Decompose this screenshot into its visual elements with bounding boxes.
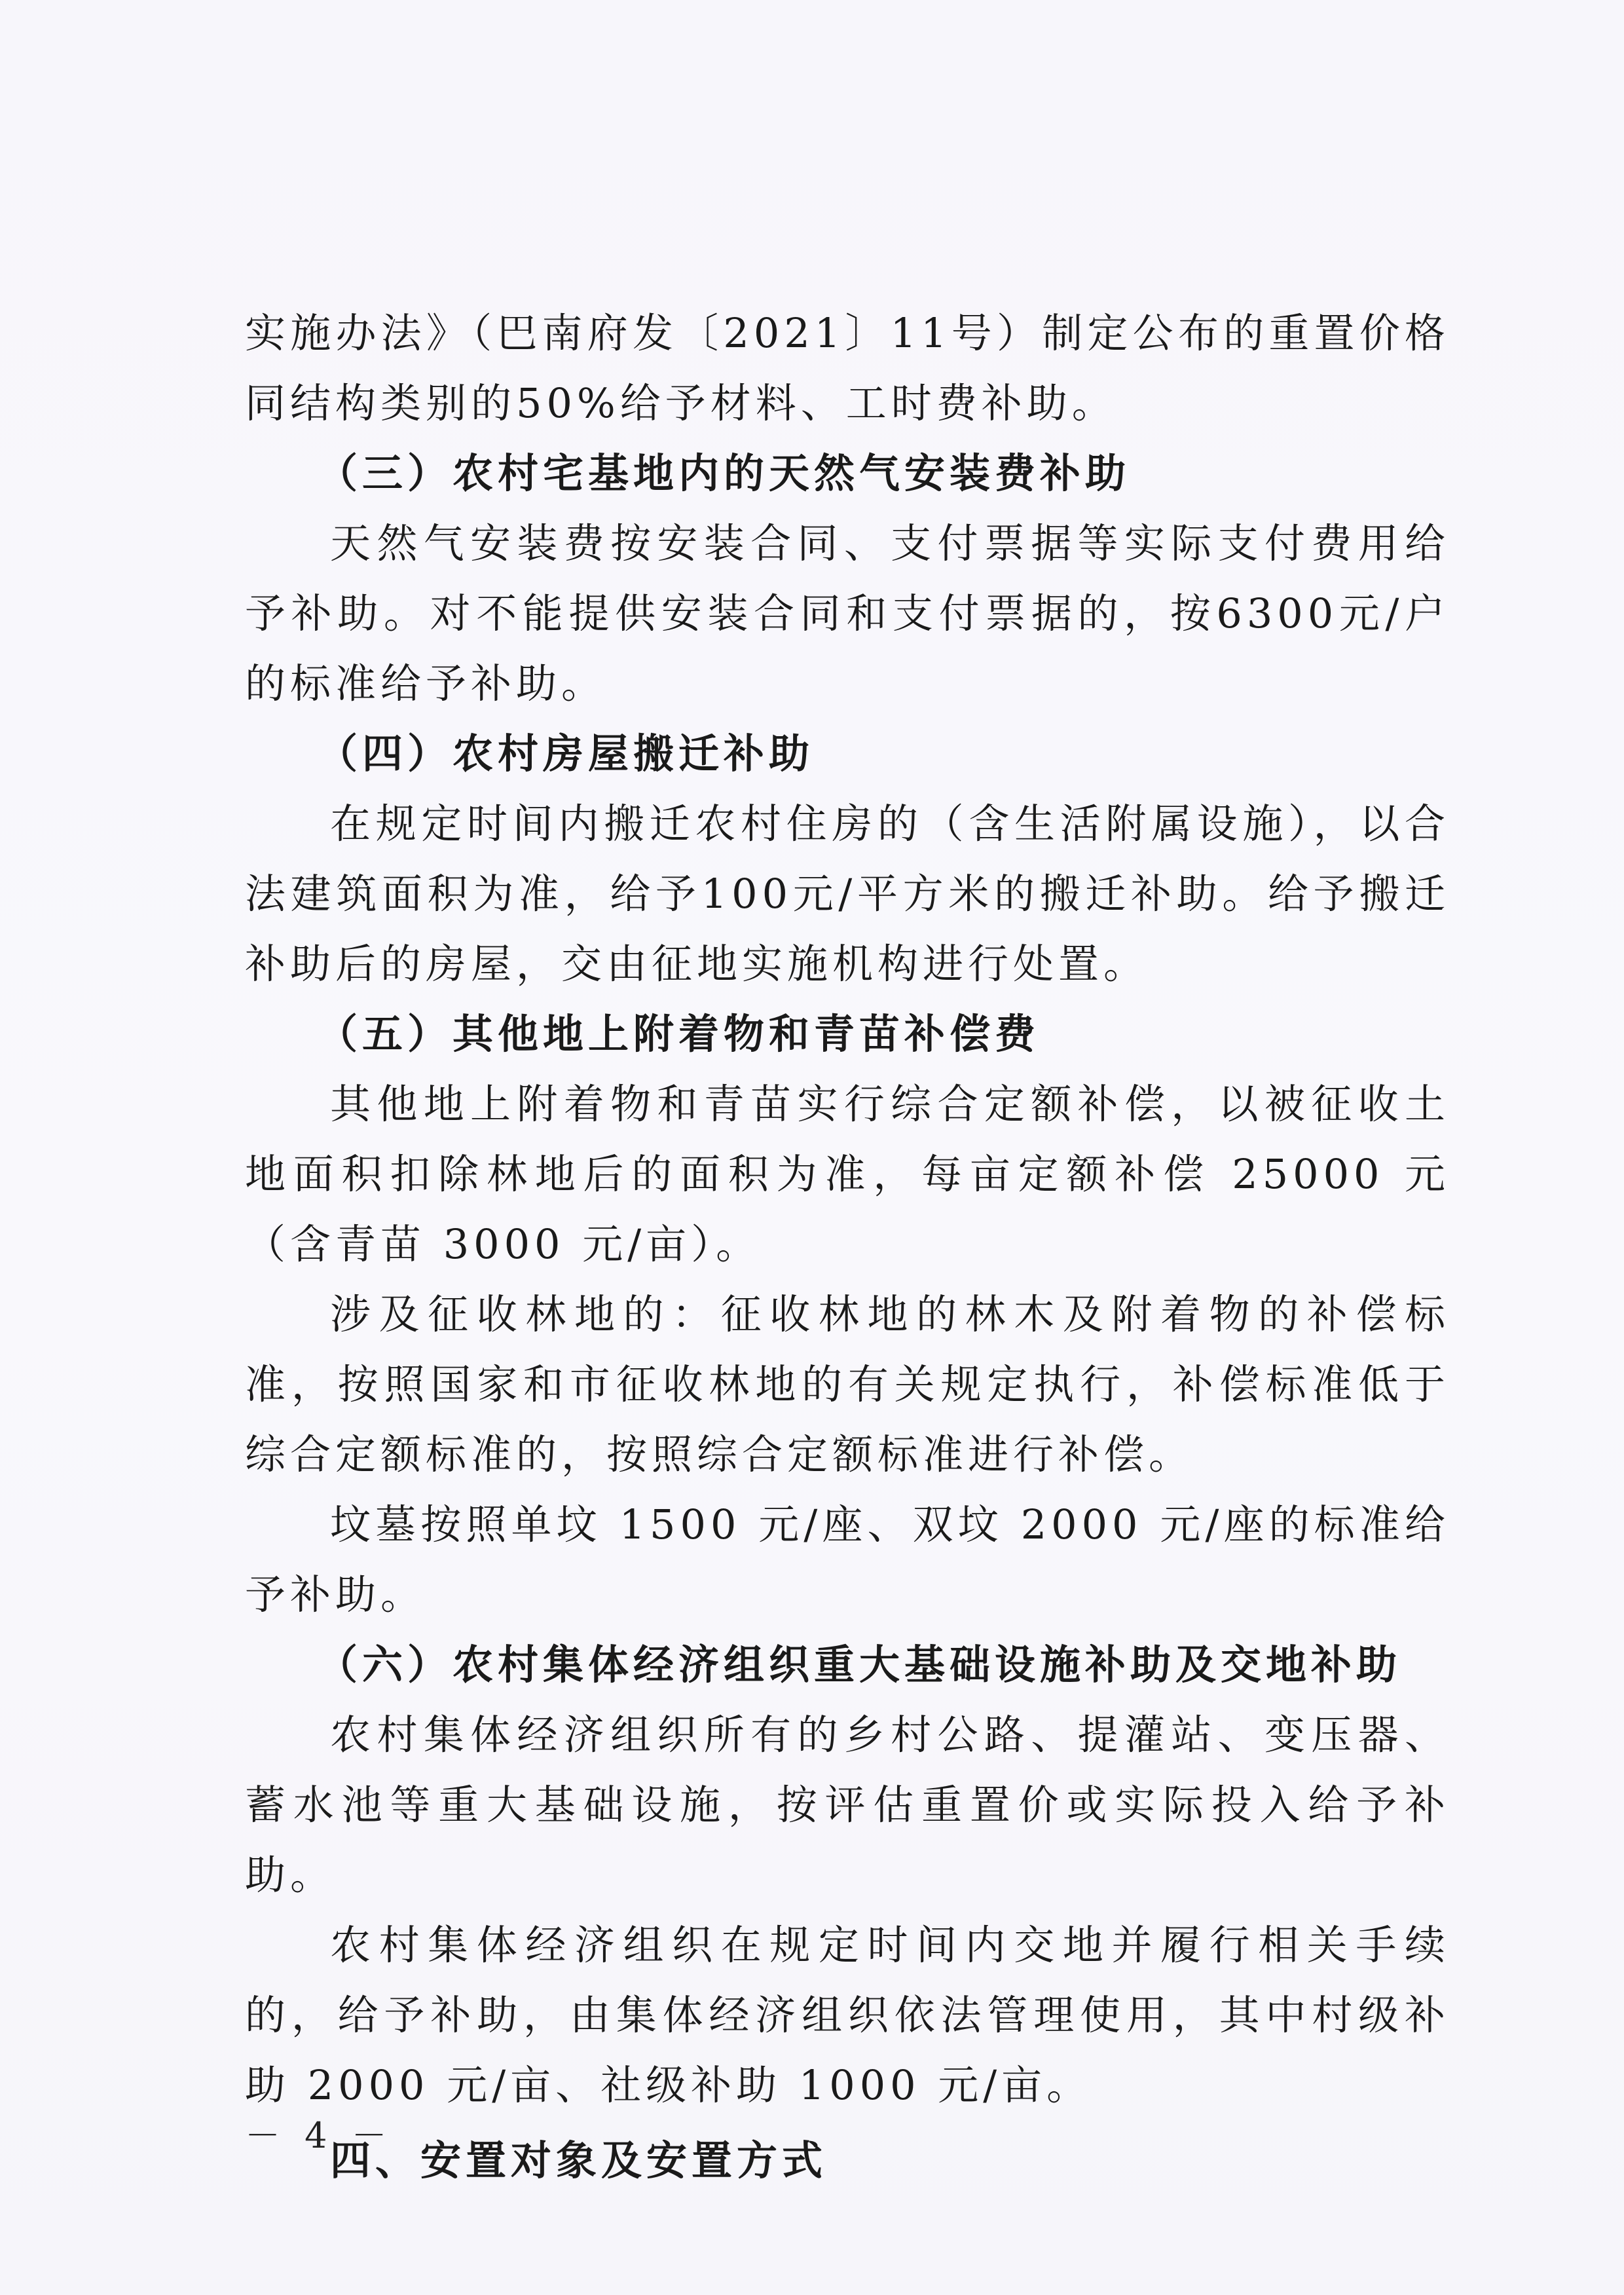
paragraph-continuation: 实施办法》（巴南府发〔2021〕11号）制定公布的重置价格同结构类别的50%给予材料、工时费补助。 [245, 309, 1450, 427]
paragraph-forest-land: 涉及征收林地的：征收林地的林木及附着物的补偿标准，按照国家和市征收林地的有关规定执行，补偿标准低于综合定额标准的，按照综合定额标准进行补偿。 [245, 1290, 1450, 1478]
paragraph-graves: 坟墓按照单坟 1500 元/座、双坟 2000 元/座的标准给予补助。 [245, 1501, 1450, 1618]
document-body [245, 298, 1450, 2195]
page-number: － 4 － [245, 2115, 394, 2156]
paragraph-natural-gas: 天然气安装费按安装合同、支付票据等实际支付费用给予补助。对不能提供安装合同和支付票据的，按6300元/户的标准给予补助。 [245, 519, 1450, 707]
subheading-attachments-crops: （五）其他地上附着物和青苗补偿费 [317, 1010, 1041, 1058]
paragraph-attachments-crops: 其他地上附着物和青苗实行综合定额补偿，以被征收土地面积扣除林地后的面积为准，每亩定额补偿 25000 元（含青苗 3000 元/亩）。 [245, 1080, 1450, 1268]
subheading-collective-infrastructure: （六）农村集体经济组织重大基础设施补助及交地补助 [317, 1641, 1402, 1689]
subheading-natural-gas-subsidy: （三）农村宅基地内的天然气安装费补助 [317, 449, 1131, 497]
paragraph-relocation: 在规定时间内搬迁农村住房的（含生活附属设施），以合法建筑面积为准，给予100元/平方米的搬迁补助。给予搬迁补助后的房屋，交由征地实施机构进行处置。 [245, 800, 1450, 988]
section-heading-resettlement: 四、安置对象及安置方式 [330, 2136, 828, 2184]
paragraph-infrastructure: 农村集体经济组织所有的乡村公路、提灌站、变压器、蓄水池等重大基础设施，按评估重置价或实际投入给予补助。 [245, 1711, 1450, 1899]
subheading-relocation-subsidy: （四）农村房屋搬迁补助 [317, 730, 815, 777]
paragraph-land-handover: 农村集体经济组织在规定时间内交地并履行相关手续的，给予补助，由集体经济组织依法管理使用，其中村级补助 2000 元/亩、社级补助 1000 元/亩。 [245, 1921, 1450, 2109]
